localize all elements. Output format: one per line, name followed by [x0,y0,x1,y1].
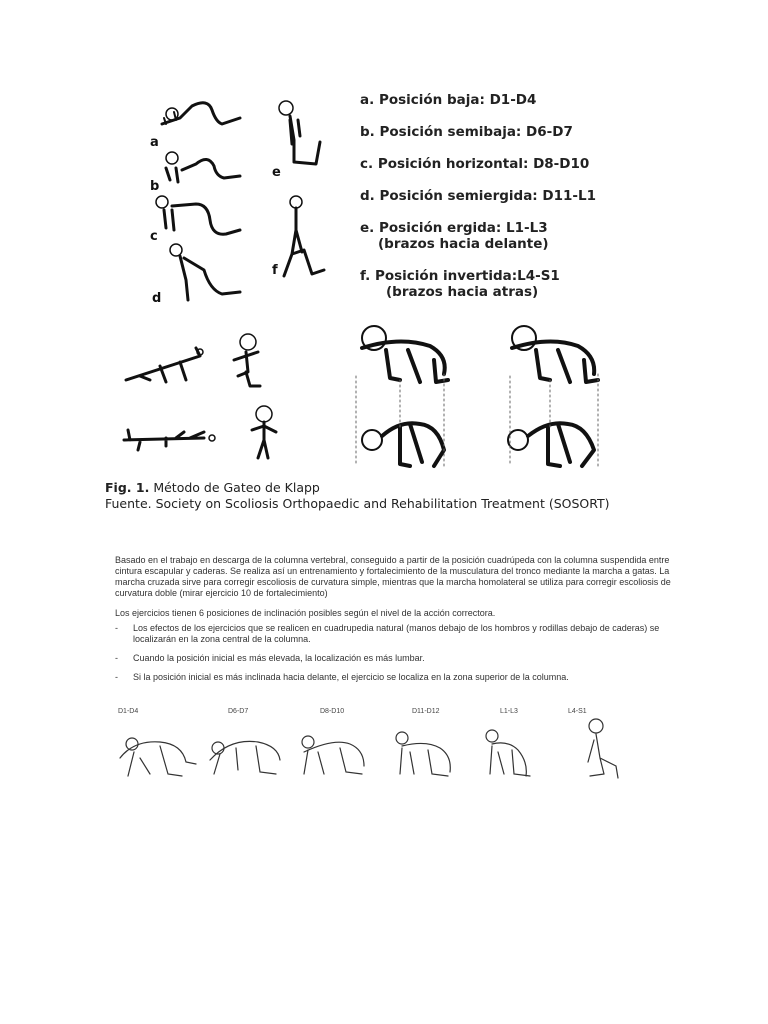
strip-label: D1-D4 [118,708,139,715]
crawl-large-1 [362,326,448,466]
standing-figure-2 [252,406,276,458]
figure-source: Fuente. Society on Scoliosis Orthopaedic and Rehabilitation Treatment (SOSORT) [105,496,610,511]
strip-label: L1-L3 [500,708,518,715]
figure-a-drawing [162,103,240,124]
strip-figure-d8-d10 [302,736,364,774]
strip-label: L4-S1 [568,708,587,715]
position-f: f. Posición invertida:L4-S1 [360,268,560,284]
figure-label-e: e [272,165,281,180]
figure-f-drawing [284,196,324,276]
standing-figure-1 [234,334,260,386]
dotted-guides [356,374,598,468]
strip-figures [110,718,650,788]
figure-d-drawing [170,244,240,300]
figure-caption [105,480,725,512]
bullet-item [115,623,675,645]
positions-strip [110,708,650,788]
figure-label-a: a [150,135,159,150]
method-description [115,555,675,691]
figure-number: Fig. 1. [105,480,150,495]
figure-label-f: f [272,263,278,278]
position-d: d. Posición semiergida: D11-L1 [360,188,596,204]
position-c: c. Posición horizontal: D8-D10 [360,156,590,172]
crawl-large-2 [508,326,598,466]
figure-e-drawing [279,101,320,164]
strip-figure-l1-l3 [486,730,530,776]
position-b: b. Posición semibaja: D6-D7 [360,124,573,140]
figure-title: Método de Gateo de Klapp [153,480,320,495]
strip-figure-d6-d7 [210,741,280,774]
paragraph-positions: Los ejercicios tienen 6 posiciones de inclinación posibles según el nivel de la acción correctora. [115,608,496,618]
figure-label-d: d [152,291,162,306]
figure-c-drawing [156,196,240,234]
strip-figure-l4-s1 [588,719,618,778]
crawl-figure-2 [124,430,215,450]
bullet-marker: - [115,672,118,682]
strip-figure-d11-d12 [396,732,450,776]
position-e-note: (brazos hacia delante) [378,236,549,252]
strip-label: D8-D10 [320,708,345,715]
figure-label-b: b [150,179,160,194]
strip-label: D6-D7 [228,708,249,715]
figure-b-drawing [166,152,240,182]
bullet-text: Los efectos de los ejercicios que se realicen en cuadrupedia natural (manos debajo de los hombros y rodillas debajo de caderas) se localizarán en la zona central de la columna. [133,623,660,644]
paragraph-intro: Basado en el trabajo en descarga de la columna vertebral, conseguido a partir de la posición cuadrúpeda con la columna suspendida entre cintura escapular y caderas. Se realiza así un entrenamiento y fortalecimiento de la musculatura del tronco mediante la marcha a gatas. La marcha cruzada sirve para corregir escoliosis de curvatura simple, mientras que la marcha homolateral se utiliza para corregir escoliosis de curvatura doble (mirar ejercicio 10 de fortalecimiento) [115,555,671,598]
bullet-text: Si la posición inicial es más inclinada hacia delante, el ejercicio se localiza en la zona superior de la columna. [133,672,569,682]
position-e: e. Posición ergida: L1-L3 [360,220,548,236]
bullet-item [115,672,675,683]
position-list [360,92,660,300]
strip-figure-d1-d4 [120,738,196,776]
bullet-marker: - [115,653,118,663]
strip-label: D11-D12 [412,708,440,715]
bullet-item [115,653,675,664]
position-f-note: (brazos hacia atras) [386,284,539,300]
bullet-marker: - [115,623,118,633]
figure-label-c: c [150,229,158,244]
crawl-figure-1 [126,348,203,382]
position-a: a. Posición baja: D1-D4 [360,92,537,108]
bullet-text: Cuando la posición inicial es más elevada, la localización es más lumbar. [133,653,425,663]
